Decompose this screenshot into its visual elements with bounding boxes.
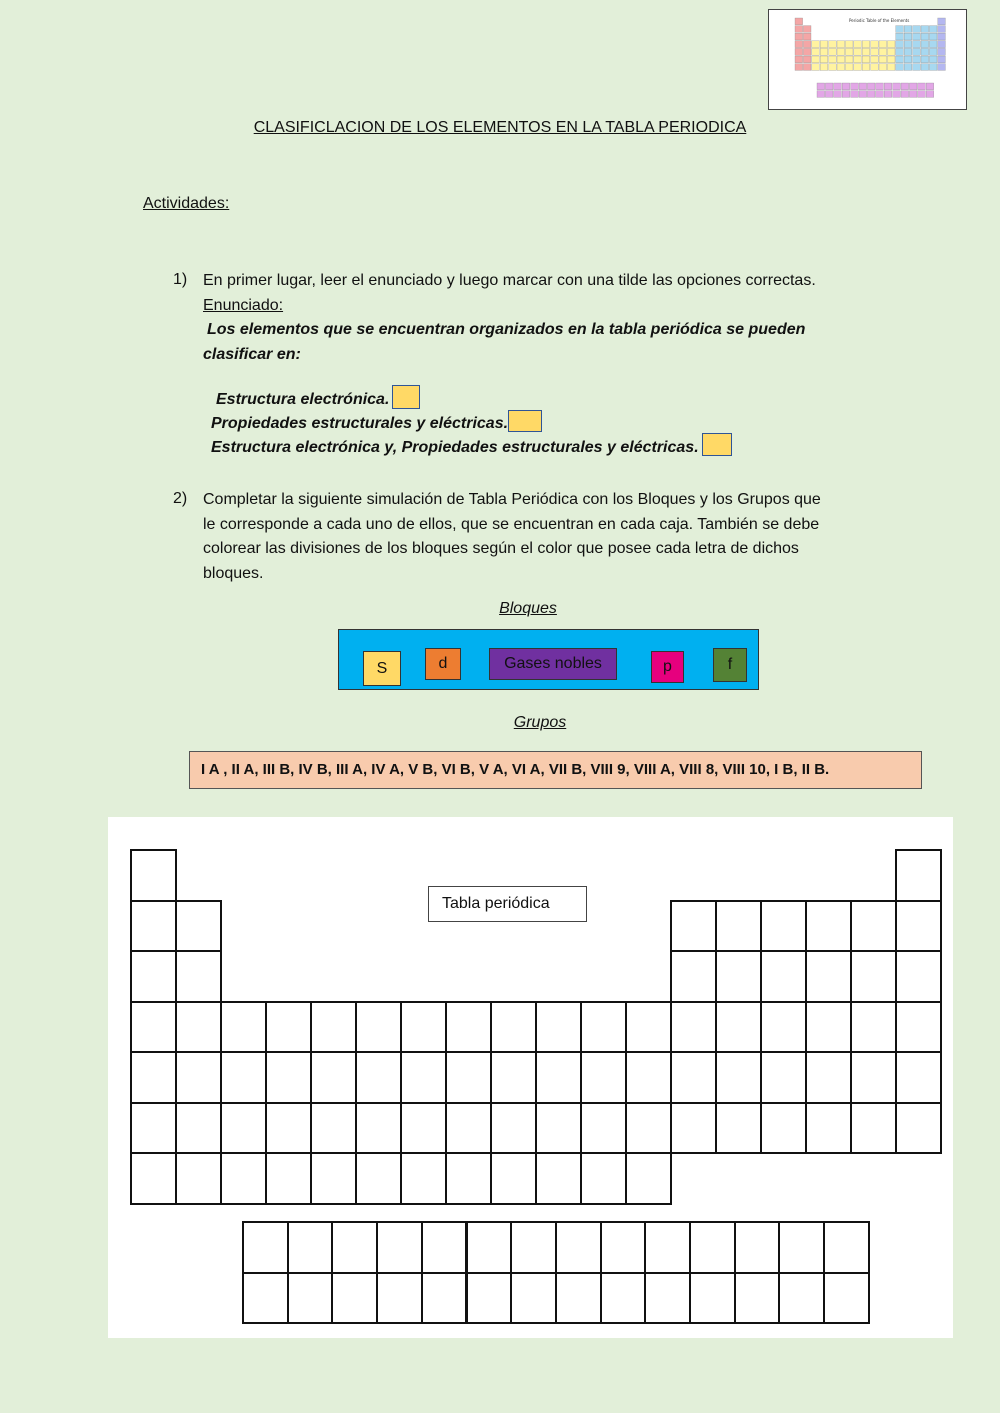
thumbnail-cell [854,56,862,63]
thumbnail-cell [837,48,845,55]
table-cell[interactable] [535,1102,582,1155]
option-2-label: Propiedades estructurales y eléctricas. [211,415,509,432]
thumbnail-cell [817,83,825,90]
thumbnail-cell [926,83,934,90]
table-cell[interactable] [625,1051,672,1104]
table-cell[interactable] [355,1102,402,1155]
thumbnail-cell [817,91,825,98]
table-cell[interactable] [220,1152,267,1205]
thumbnail-cell [879,64,887,71]
thumbnail-cell [913,56,921,63]
table-cell[interactable] [220,1102,267,1155]
table-cell-f-block[interactable] [466,1272,513,1325]
table-cell[interactable] [850,1001,897,1054]
block-p [651,651,684,683]
table-cell-f-block[interactable] [510,1272,557,1325]
thumbnail-cell [938,56,946,63]
thumbnail-cell [876,91,884,98]
thumbnail-cell [854,41,862,48]
thumbnail-cell [918,83,926,90]
thumbnail-cell [834,83,842,90]
table-cell[interactable] [805,950,852,1003]
question-1-number: 1) [173,271,188,288]
table-cell[interactable] [670,1001,717,1054]
thumbnail-cell [893,83,901,90]
thumbnail-cell [896,56,904,63]
table-cell[interactable] [895,1102,942,1155]
table-cell-f-block[interactable] [287,1272,334,1325]
table-cell-f-block[interactable] [600,1221,647,1274]
table-cell[interactable] [715,1102,762,1155]
enunciado-label: Enunciado: [203,296,284,314]
thumbnail-cell [829,48,837,55]
thumbnail-cell [913,64,921,71]
table-cell[interactable] [760,1102,807,1155]
thumbnail-cell [921,26,929,33]
thumbnail-cell [862,41,870,48]
thumbnail-cell [837,41,845,48]
block-p-label: p [663,658,672,675]
table-cell[interactable] [130,1051,177,1104]
table-cell-f-block[interactable] [555,1221,602,1274]
thumbnail-cell [909,91,917,98]
enunciado-statement-line-2: clasificar en: [203,345,301,363]
table-cell-f-block[interactable] [734,1221,781,1274]
thumbnail-cell [862,48,870,55]
thumbnail-cell [820,56,828,63]
thumbnail-cell [896,48,904,55]
option-1-checkbox[interactable] [392,385,420,409]
table-cell[interactable] [850,1051,897,1104]
thumbnail-cell [867,91,875,98]
thumbnail-cell [845,48,853,55]
table-cell[interactable] [130,1001,177,1054]
thumbnail-cell [901,91,909,98]
option-2-checkbox[interactable] [508,410,542,432]
block-f [713,648,747,682]
option-1 [216,391,420,409]
thumbnail-cell [862,64,870,71]
table-cell[interactable] [490,1001,537,1054]
thumbnail-cell [879,41,887,48]
thumbnail-cell [803,26,811,33]
thumbnail-cell [876,83,884,90]
table-cell[interactable] [895,1051,942,1104]
table-cell[interactable] [265,1051,312,1104]
table-cell-f-block[interactable] [823,1272,870,1325]
question-2-line-4: bloques. [203,564,264,582]
thumbnail-cell [859,83,867,90]
thumbnail-cell [825,83,833,90]
table-cell[interactable] [760,1051,807,1104]
thumbnail-cell [921,56,929,63]
table-cell[interactable] [490,1152,537,1205]
thumbnail-cell [904,64,912,71]
thumbnail-cell [909,83,917,90]
table-cell[interactable] [310,1001,357,1054]
thumbnail-cell [904,56,912,63]
thumbnail-cell [842,91,850,98]
table-cell[interactable] [715,900,762,953]
option-3-label: Estructura electrónica y, Propiedades estructurales y eléctricas. [211,439,699,456]
table-cell[interactable] [760,900,807,953]
block-s-label: S [376,659,388,677]
thumbnail-cell [913,26,921,33]
table-cell[interactable] [670,950,717,1003]
table-cell[interactable] [535,1051,582,1104]
table-cell[interactable] [895,900,942,953]
question-1-instruction: En primer lugar, leer el enunciado y luego marcar con una tilde las opciones correctas. [203,272,816,289]
table-cell-f-block[interactable] [287,1221,334,1274]
thumbnail-cell [904,41,912,48]
question-1 [203,269,863,367]
thumbnail-cell [795,26,803,33]
table-cell[interactable] [310,1152,357,1205]
table-cell[interactable] [535,1152,582,1205]
block-gases-nobles-label: Gases nobles [504,655,602,672]
thumbnail-cell [913,41,921,48]
thumbnail-cell [820,41,828,48]
block-f-label: f [727,656,733,673]
thumbnail-cell [854,48,862,55]
table-cell-f-block[interactable] [823,1221,870,1274]
table-cell-f-block[interactable] [421,1272,468,1325]
periodic-table-thumbnail-graphic [769,10,966,109]
thumbnail-cell [845,56,853,63]
thumbnail-cell [795,18,803,25]
table-cell[interactable] [670,900,717,953]
thumbnail-cell [929,41,937,48]
table-cell[interactable] [130,950,177,1003]
thumbnail-cell [938,33,946,40]
thumbnail-cell [929,48,937,55]
thumbnail-cell [834,91,842,98]
thumbnail-cell [887,41,895,48]
table-cell[interactable] [850,900,897,953]
table-cell[interactable] [310,1051,357,1104]
table-cell[interactable] [625,1102,672,1155]
thumbnail-cell [803,33,811,40]
table-cell-f-block[interactable] [376,1221,423,1274]
table-cell[interactable] [175,950,222,1003]
table-cell[interactable] [850,950,897,1003]
thumbnail-cell [929,26,937,33]
thumbnail-cell [921,41,929,48]
thumbnail-cell [803,41,811,48]
thumbnail-cell [854,64,862,71]
table-cell[interactable] [670,1051,717,1104]
bloques-heading: Bloques [499,600,557,617]
table-cell[interactable] [715,1001,762,1054]
thumbnail-cell [884,83,892,90]
thumbnail-cell [812,56,820,63]
thumbnail-cell [938,18,946,25]
table-cell[interactable] [445,1102,492,1155]
table-cell-f-block[interactable] [644,1221,691,1274]
tabla-periodica-label: Tabla periódica [428,886,587,922]
thumbnail-cell [862,56,870,63]
thumbnail-cell [901,83,909,90]
thumbnail-cell [803,56,811,63]
thumbnail-cell [904,33,912,40]
question-2-number: 2) [173,490,188,507]
option-1-label: Estructura electrónica. [216,391,390,409]
thumbnail-cell [859,91,867,98]
table-cell[interactable] [805,1001,852,1054]
enunciado-statement-line-1: Los elementos que se encuentran organizados en la tabla periódica se pueden [207,321,806,338]
thumbnail-cell [820,48,828,55]
table-cell[interactable] [355,1001,402,1054]
table-cell[interactable] [850,1102,897,1155]
thumbnail-cell [803,64,811,71]
page-title: CLASIFICLACION DE LOS ELEMENTOS EN LA TABLA PERIODICA [253,119,747,136]
thumbnail-cell [845,64,853,71]
table-cell[interactable] [895,849,942,902]
thumbnail-cell [913,33,921,40]
thumbnail-cell [887,56,895,63]
grupos-list: I A , II A, III B, IV B, III A, IV A, V B, VI B, V A, VI A, VII B, VIII 9, VIII A, VIII 8, VIII 10, I B, II B. [189,751,922,789]
thumbnail-cell [896,41,904,48]
thumbnail-cell [904,26,912,33]
table-cell[interactable] [805,900,852,953]
table-cell[interactable] [625,1001,672,1054]
thumbnail-cell [867,83,875,90]
table-cell[interactable] [400,1102,447,1155]
table-cell[interactable] [175,1152,222,1205]
block-gases-nobles [489,648,617,680]
table-cell-f-block[interactable] [555,1272,602,1325]
thumbnail-cell [938,64,946,71]
thumbnail-cell [938,26,946,33]
thumbnail-cell [842,83,850,90]
thumbnail-cell [837,64,845,71]
block-d-label: d [438,655,448,672]
thumbnail-cell [938,48,946,55]
table-cell-f-block[interactable] [242,1272,289,1325]
question-2-line-3: colorear las divisiones de los bloques según el color que posee cada letra de dichos [203,540,799,557]
thumbnail-cell [893,91,901,98]
table-cell[interactable] [265,1152,312,1205]
table-cell-f-block[interactable] [778,1272,825,1325]
table-cell[interactable] [805,1102,852,1155]
thumbnail-cell [820,64,828,71]
thumbnail-cell [829,41,837,48]
thumbnail-cell [938,41,946,48]
table-cell-f-block[interactable] [644,1272,691,1325]
thumbnail-cell [887,48,895,55]
thumbnail-cell [871,64,879,71]
table-cell[interactable] [400,1051,447,1104]
thumbnail-cell [825,91,833,98]
table-cell[interactable] [130,849,177,902]
thumbnail-cell [829,64,837,71]
table-cell[interactable] [265,1001,312,1054]
table-cell-f-block[interactable] [734,1272,781,1325]
table-cell[interactable] [715,950,762,1003]
table-cell[interactable] [760,950,807,1003]
thumbnail-cell [871,48,879,55]
table-cell[interactable] [445,1001,492,1054]
thumbnail-cell [879,48,887,55]
thumbnail-cell [795,56,803,63]
table-cell[interactable] [580,1102,627,1155]
table-cell-f-block[interactable] [242,1221,289,1274]
table-cell[interactable] [130,1102,177,1155]
thumbnail-cell [829,56,837,63]
table-cell[interactable] [535,1001,582,1054]
option-2 [211,415,542,433]
table-cell[interactable] [175,1102,222,1155]
table-cell[interactable] [445,1152,492,1205]
table-cell[interactable] [490,1102,537,1155]
grupos-heading: Grupos [513,714,567,731]
thumbnail-cell [884,91,892,98]
table-cell-f-block[interactable] [689,1272,736,1325]
bloques-legend [338,629,759,690]
actividades-heading: Actividades: [143,195,230,212]
thumbnail-cell [904,48,912,55]
table-cell[interactable] [445,1051,492,1104]
table-cell[interactable] [175,900,222,953]
table-cell-f-block[interactable] [778,1221,825,1274]
table-cell-f-block[interactable] [689,1221,736,1274]
thumbnail-cell [896,26,904,33]
table-cell-f-block[interactable] [600,1272,647,1325]
table-cell[interactable] [400,1001,447,1054]
thumbnail-cell [795,64,803,71]
thumbnail-cell [812,41,820,48]
thumbnail-cell [845,41,853,48]
thumbnail-cell [887,64,895,71]
question-2-line-1: Completar la siguiente simulación de Tabla Periódica con los Bloques y los Grupos que [203,491,821,508]
thumbnail-cell [879,56,887,63]
thumbnail-cell [851,83,859,90]
thumbnail-cell [837,56,845,63]
table-cell-f-block[interactable] [331,1272,378,1325]
thumbnail-cell [913,48,921,55]
table-cell[interactable] [580,1152,627,1205]
thumbnail-cell [929,33,937,40]
table-cell-f-block[interactable] [466,1221,513,1274]
question-2-line-2: le corresponde a cada uno de ellos, que se encuentran en cada caja. También se debe [203,515,820,533]
table-cell[interactable] [355,1152,402,1205]
table-cell[interactable] [355,1051,402,1104]
table-cell[interactable] [220,1051,267,1104]
thumbnail-cell [921,64,929,71]
thumbnail-cell [921,48,929,55]
table-cell[interactable] [310,1102,357,1155]
block-s [363,651,401,686]
table-cell[interactable] [490,1051,537,1104]
table-cell[interactable] [580,1001,627,1054]
table-cell[interactable] [130,1152,177,1205]
thumbnail-cell [918,91,926,98]
table-cell[interactable] [805,1051,852,1104]
thumbnail-cell [896,33,904,40]
thumbnail-cell [871,56,879,63]
periodic-table-thumbnail [768,9,967,110]
question-2 [203,488,863,586]
thumbnail-cell [795,33,803,40]
thumbnail-cell [871,41,879,48]
thumbnail-cell [803,48,811,55]
table-cell[interactable] [130,900,177,953]
table-cell[interactable] [715,1051,762,1104]
table-cell-f-block[interactable] [510,1221,557,1274]
thumbnail-cell [896,64,904,71]
option-3 [211,439,732,457]
thumbnail-cell [851,91,859,98]
block-d [425,648,461,680]
table-cell[interactable] [760,1001,807,1054]
thumbnail-cell [795,41,803,48]
thumbnail-cell [929,56,937,63]
table-cell[interactable] [625,1152,672,1205]
thumbnail-cell [921,33,929,40]
table-cell[interactable] [670,1102,717,1155]
thumbnail-cell [929,64,937,71]
table-cell[interactable] [265,1102,312,1155]
thumbnail-cell [926,91,934,98]
table-cell-f-block[interactable] [331,1221,378,1274]
table-cell[interactable] [400,1152,447,1205]
table-cell[interactable] [580,1051,627,1104]
thumbnail-title: Periodic Table of the Elements [849,18,910,23]
thumbnail-cell [812,64,820,71]
table-cell[interactable] [895,1001,942,1054]
thumbnail-cell [795,48,803,55]
table-cell-f-block[interactable] [421,1221,468,1274]
table-cell-f-block[interactable] [376,1272,423,1325]
thumbnail-cell [812,48,820,55]
table-cell[interactable] [175,1051,222,1104]
option-3-checkbox[interactable] [702,433,732,456]
table-cell[interactable] [895,950,942,1003]
table-cell[interactable] [220,1001,267,1054]
table-cell[interactable] [175,1001,222,1054]
